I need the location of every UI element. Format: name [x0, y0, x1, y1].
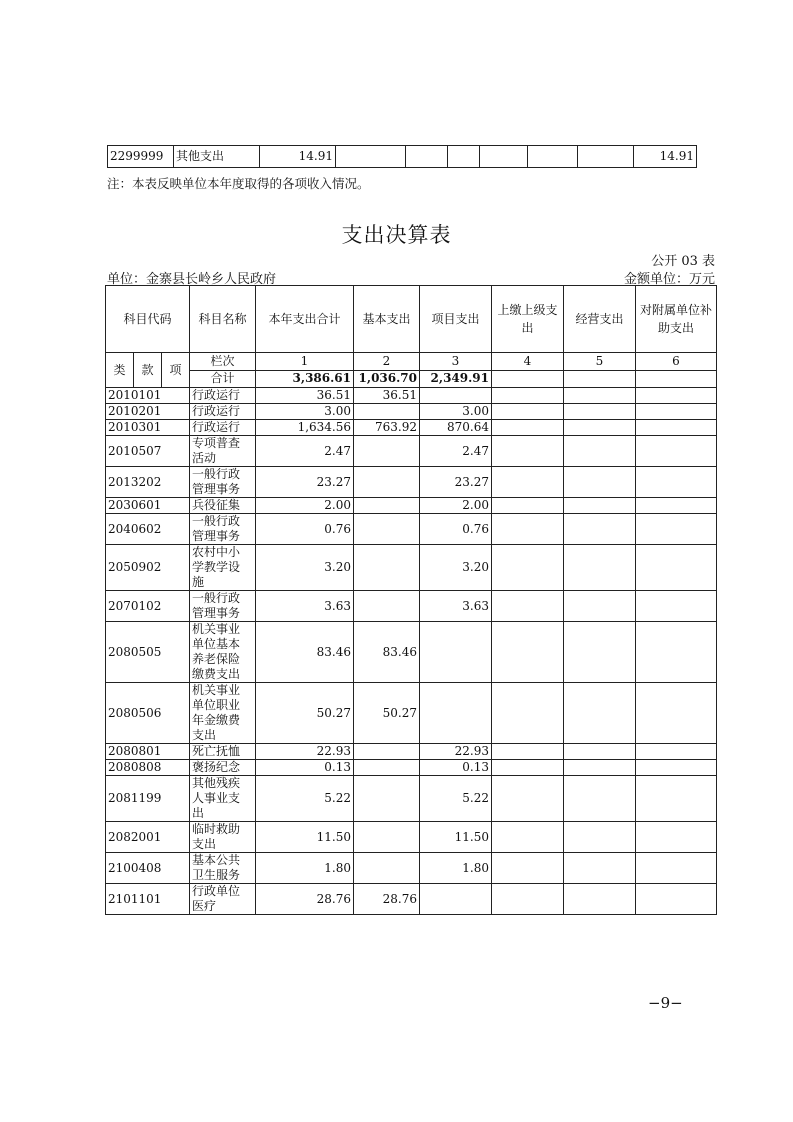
row-total: 50.27	[256, 683, 354, 744]
row-subsidy	[636, 776, 717, 822]
row-upper	[492, 744, 564, 760]
table-row	[106, 514, 717, 545]
xiang-label: 项	[162, 353, 190, 388]
row-subsidy	[636, 853, 717, 884]
row-subsidy	[636, 388, 717, 404]
header-project: 项目支出	[420, 286, 492, 353]
row-business	[564, 514, 636, 545]
header-total: 本年支出合计	[256, 286, 354, 353]
row-code: 2080505	[106, 622, 190, 683]
row-upper	[492, 498, 564, 514]
row-project: 22.93	[420, 744, 492, 760]
row-basic	[354, 760, 420, 776]
table-row	[106, 388, 717, 404]
row-name: 其他残疾 人事业支 出	[190, 776, 256, 822]
table-row	[106, 404, 717, 420]
row-business	[564, 467, 636, 498]
row-project: 3.20	[420, 545, 492, 591]
row-project: 2.47	[420, 436, 492, 467]
row-code: 2010201	[106, 404, 190, 420]
row-subsidy	[636, 884, 717, 915]
row-project	[420, 683, 492, 744]
row-project: 5.22	[420, 776, 492, 822]
row-basic	[354, 853, 420, 884]
row-basic	[354, 591, 420, 622]
total-row	[106, 370, 717, 388]
reporting-unit: 单位：金寨县长岭乡人民政府	[107, 272, 277, 287]
table-row	[106, 776, 717, 822]
row-code: 2101101	[106, 884, 190, 915]
row-name: 褒扬纪念	[190, 760, 256, 776]
table-row	[106, 744, 717, 760]
header-business: 经营支出	[564, 286, 636, 353]
table-row	[106, 591, 717, 622]
cell-value: 14.91	[260, 146, 336, 168]
row-business	[564, 420, 636, 436]
header-code: 科目代码	[106, 286, 190, 353]
row-business	[564, 388, 636, 404]
header-upper: 上缴上级支出	[492, 286, 564, 353]
row-business	[564, 498, 636, 514]
table-row	[106, 420, 717, 436]
row-upper	[492, 853, 564, 884]
row-business	[564, 545, 636, 591]
row-total: 83.46	[256, 622, 354, 683]
cell-empty	[578, 146, 634, 168]
table-row	[106, 853, 717, 884]
row-business	[564, 436, 636, 467]
table-row	[108, 146, 697, 168]
cell-name: 其他支出	[174, 146, 260, 168]
row-code: 2050902	[106, 545, 190, 591]
table-row	[106, 436, 717, 467]
row-total: 0.13	[256, 760, 354, 776]
row-total: 3.63	[256, 591, 354, 622]
row-basic: 83.46	[354, 622, 420, 683]
row-project: 2.00	[420, 498, 492, 514]
previous-table-last-row	[107, 145, 697, 168]
row-code: 2070102	[106, 591, 190, 622]
row-basic	[354, 467, 420, 498]
total-upper	[492, 370, 564, 388]
row-name: 兵役征集	[190, 498, 256, 514]
row-basic: 50.27	[354, 683, 420, 744]
row-project: 11.50	[420, 822, 492, 853]
total-business	[564, 370, 636, 388]
row-total: 0.76	[256, 514, 354, 545]
row-business	[564, 776, 636, 822]
row-total: 11.50	[256, 822, 354, 853]
row-name: 农村中小 学教学设 施	[190, 545, 256, 591]
row-code: 2030601	[106, 498, 190, 514]
row-upper	[492, 420, 564, 436]
row-basic: 36.51	[354, 388, 420, 404]
form-number: 公开 03 表	[651, 254, 715, 269]
row-upper	[492, 683, 564, 744]
row-name: 机关事业 单位基本 养老保险 缴费支出	[190, 622, 256, 683]
row-name: 专项普查 活动	[190, 436, 256, 467]
kuan-label: 款	[134, 353, 162, 388]
row-basic	[354, 822, 420, 853]
cell-empty	[448, 146, 480, 168]
total-basic: 1,036.70	[354, 370, 420, 388]
lanci-col: 1	[256, 353, 354, 371]
row-code: 2013202	[106, 467, 190, 498]
row-code: 2082001	[106, 822, 190, 853]
row-upper	[492, 514, 564, 545]
row-project: 0.76	[420, 514, 492, 545]
row-subsidy	[636, 760, 717, 776]
table-row	[106, 760, 717, 776]
row-code: 2040602	[106, 514, 190, 545]
total-label: 合计	[190, 370, 256, 388]
row-basic	[354, 436, 420, 467]
row-name: 行政运行	[190, 388, 256, 404]
row-business	[564, 591, 636, 622]
row-business	[564, 622, 636, 683]
table-row	[106, 622, 717, 683]
row-subsidy	[636, 436, 717, 467]
row-upper	[492, 436, 564, 467]
lanci-col: 6	[636, 353, 717, 371]
row-name: 死亡抚恤	[190, 744, 256, 760]
row-upper	[492, 467, 564, 498]
row-subsidy	[636, 514, 717, 545]
row-total: 5.22	[256, 776, 354, 822]
row-code: 2010301	[106, 420, 190, 436]
row-total: 1,634.56	[256, 420, 354, 436]
table-row	[106, 683, 717, 744]
row-basic	[354, 744, 420, 760]
row-name: 一般行政 管理事务	[190, 514, 256, 545]
row-subsidy	[636, 622, 717, 683]
table-row	[106, 822, 717, 853]
row-upper	[492, 591, 564, 622]
row-subsidy	[636, 467, 717, 498]
row-basic	[354, 514, 420, 545]
row-name: 一般行政 管理事务	[190, 467, 256, 498]
lanci-col: 4	[492, 353, 564, 371]
row-subsidy	[636, 591, 717, 622]
total-subsidy	[636, 370, 717, 388]
table-row	[106, 884, 717, 915]
header-row	[106, 286, 717, 353]
lanci-row	[106, 353, 717, 371]
row-project: 3.63	[420, 591, 492, 622]
row-subsidy	[636, 822, 717, 853]
page-title: 支出决算表	[341, 223, 452, 247]
row-upper	[492, 776, 564, 822]
row-total: 2.47	[256, 436, 354, 467]
row-business	[564, 884, 636, 915]
header-subsidy: 对附属单位补助支出	[636, 286, 717, 353]
row-name: 机关事业 单位职业 年金缴费 支出	[190, 683, 256, 744]
money-unit: 金额单位：万元	[623, 272, 715, 287]
row-name: 行政单位 医疗	[190, 884, 256, 915]
row-project: 1.80	[420, 853, 492, 884]
row-code: 2080808	[106, 760, 190, 776]
lanci-col: 2	[354, 353, 420, 371]
row-upper	[492, 388, 564, 404]
row-total: 3.20	[256, 545, 354, 591]
total-project: 2,349.91	[420, 370, 492, 388]
page-number: −9−	[648, 994, 683, 1012]
row-subsidy	[636, 498, 717, 514]
row-code: 2081199	[106, 776, 190, 822]
row-name: 基本公共 卫生服务	[190, 853, 256, 884]
row-basic: 28.76	[354, 884, 420, 915]
row-total: 23.27	[256, 467, 354, 498]
row-project: 3.00	[420, 404, 492, 420]
row-name: 临时救助 支出	[190, 822, 256, 853]
header-name: 科目名称	[190, 286, 256, 353]
row-business	[564, 760, 636, 776]
row-total: 36.51	[256, 388, 354, 404]
header-basic: 基本支出	[354, 286, 420, 353]
table-row	[106, 498, 717, 514]
row-business	[564, 683, 636, 744]
row-name: 行政运行	[190, 420, 256, 436]
row-project: 870.64	[420, 420, 492, 436]
row-upper	[492, 884, 564, 915]
row-upper	[492, 404, 564, 420]
row-total: 1.80	[256, 853, 354, 884]
row-basic	[354, 545, 420, 591]
total-sum: 3,386.61	[256, 370, 354, 388]
class-label: 类	[106, 353, 134, 388]
row-basic	[354, 404, 420, 420]
cell-value: 14.91	[634, 146, 697, 168]
lanci-col: 5	[564, 353, 636, 371]
row-business	[564, 404, 636, 420]
lanci-label: 栏次	[190, 353, 256, 371]
row-code: 2010507	[106, 436, 190, 467]
row-upper	[492, 622, 564, 683]
row-project: 0.13	[420, 760, 492, 776]
table-row	[106, 545, 717, 591]
cell-empty	[528, 146, 578, 168]
row-business	[564, 744, 636, 760]
cell-code: 2299999	[108, 146, 174, 168]
row-code: 2010101	[106, 388, 190, 404]
cell-empty	[406, 146, 448, 168]
row-project	[420, 884, 492, 915]
row-project	[420, 622, 492, 683]
row-project	[420, 388, 492, 404]
row-basic	[354, 498, 420, 514]
table-row	[106, 467, 717, 498]
expenditure-table	[105, 285, 717, 915]
row-code: 2080506	[106, 683, 190, 744]
row-subsidy	[636, 683, 717, 744]
row-subsidy	[636, 744, 717, 760]
row-total: 3.00	[256, 404, 354, 420]
row-subsidy	[636, 545, 717, 591]
row-total: 2.00	[256, 498, 354, 514]
lanci-col: 3	[420, 353, 492, 371]
row-upper	[492, 545, 564, 591]
row-name: 行政运行	[190, 404, 256, 420]
row-upper	[492, 822, 564, 853]
row-project: 23.27	[420, 467, 492, 498]
row-code: 2080801	[106, 744, 190, 760]
table-note: 注：本表反映单位本年度取得的各项收入情况。	[107, 176, 370, 191]
row-business	[564, 822, 636, 853]
cell-empty	[336, 146, 406, 168]
row-business	[564, 853, 636, 884]
row-upper	[492, 760, 564, 776]
row-total: 22.93	[256, 744, 354, 760]
row-subsidy	[636, 404, 717, 420]
row-total: 28.76	[256, 884, 354, 915]
row-subsidy	[636, 420, 717, 436]
row-basic: 763.92	[354, 420, 420, 436]
cell-empty	[480, 146, 528, 168]
row-name: 一般行政 管理事务	[190, 591, 256, 622]
row-code: 2100408	[106, 853, 190, 884]
row-basic	[354, 776, 420, 822]
